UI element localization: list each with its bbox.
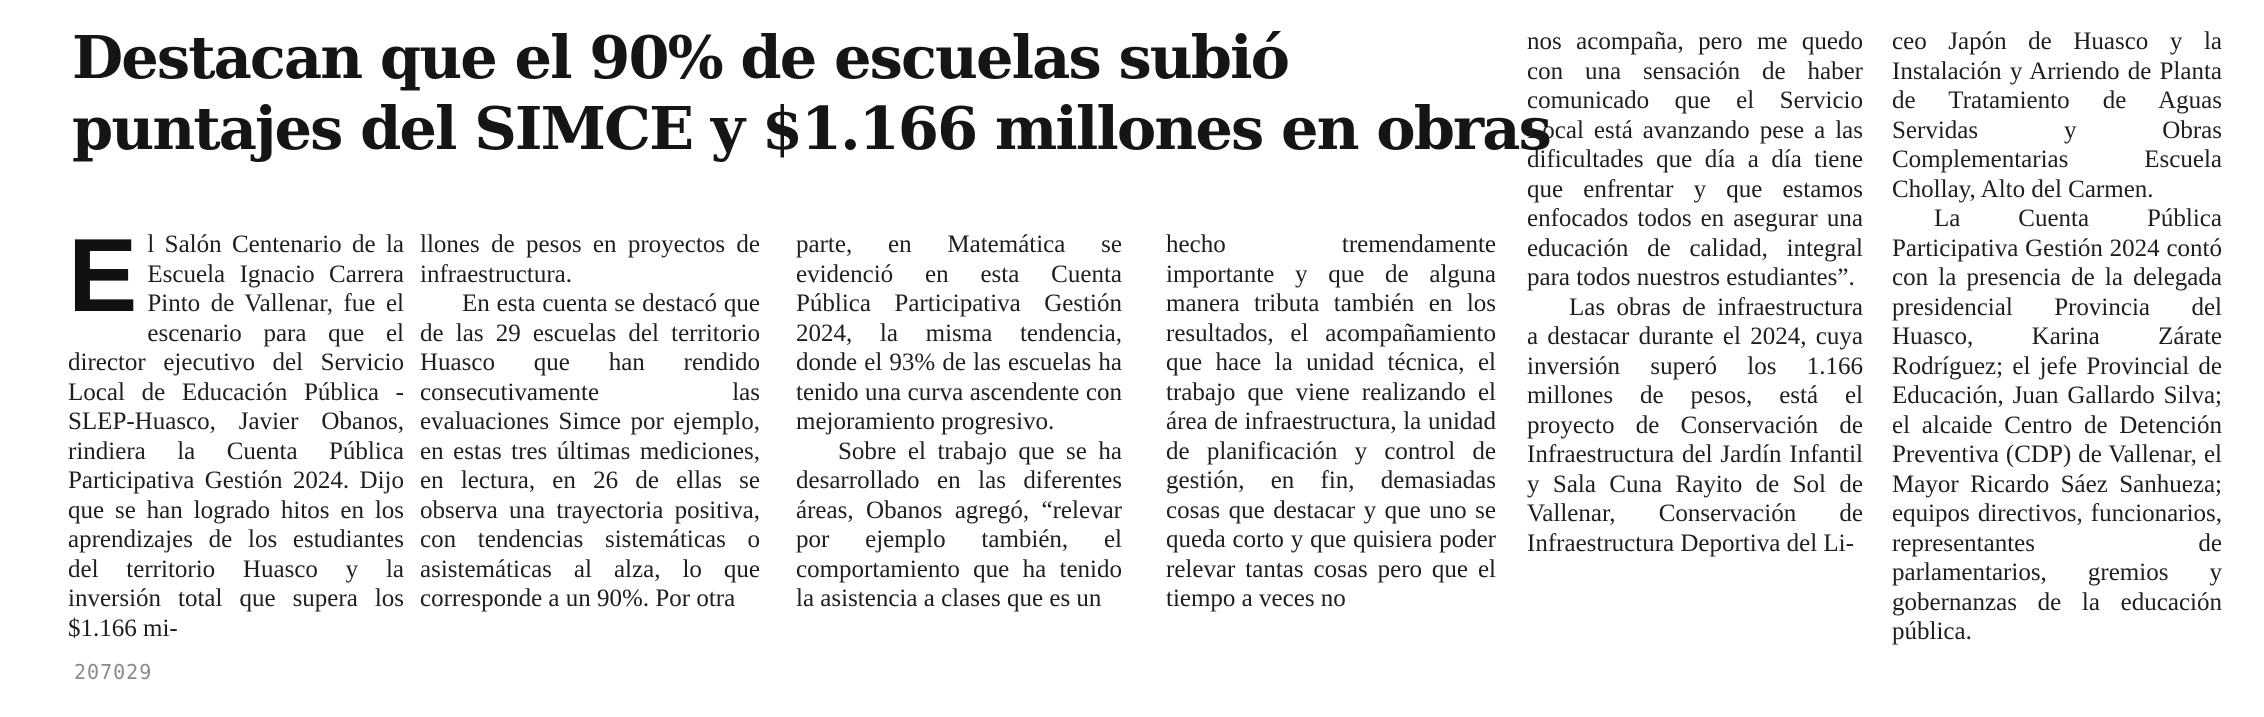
body-paragraph: llones de pesos en proyectos de infraestructura. <box>420 231 760 288</box>
body-paragraph: hecho tremendamente importante y que de alguna manera tributa también en los resultados, el acompañamiento que hace la unidad técnica, el trabajo que viene realizando el área de infraestructura, la unidad de planificación y control de gestión, en fin, demasiadas cosas que destacar y que uno se queda corto y que quisiera poder relevar tantas cosas pero que el tiempo a veces no <box>1166 231 1496 612</box>
body-paragraph: La Cuenta Pública Participativa Gestión 2024 contó con la presencia de la delegada presidencial Provincia del Huasco, Karina Zárate Rodríguez; el jefe Provincial de Educación, Juan Gallardo Silva; el alcaide Centro de Detención Preventiva (CDP) de Vallenar, el Mayor Ricardo Sáez Sanhueza; equipos directivos, funcionarios, representantes de parlamentarios, gremios y gobernanzas de la educación pública. <box>1892 205 2222 645</box>
body-paragraph: l Salón Centenario de la Escuela Ignacio Carrera Pinto de Vallenar, fue el escenario para que el director ejecutivo del Servicio Local de Educación Pública -SLEP-Huasco, Javier Obanos, rindiera la Cuenta Pública Participativa Gestión 2024. Dijo que se han logrado hitos en los aprendizajes de los estudiantes del territorio Huasco y la inversión total que supera los $1.166 mi- <box>68 231 404 642</box>
body-paragraph: nos acompaña, pero me quedo con una sensación de haber comunicado que el Servicio Local está avanzando pese a las dificultades que día a día tiene que enfrentar y que estamos enfocados todos en asegurar una educación de calidad, integral para todos nuestros estudiantes”. <box>1527 28 1863 291</box>
article-column-1 <box>68 218 404 643</box>
article-column-6 <box>1892 27 2222 647</box>
body-paragraph: ceo Japón de Huasco y la Instalación y Arriendo de Planta de Tratamiento de Aguas Servidas y Obras Complementarias Escuela Chollay, Alto del Carmen. <box>1892 28 2222 203</box>
body-paragraph: En esta cuenta se destacó que de las 29 escuelas del territorio Huasco que han rendido consecutivamente las evaluaciones Simce por ejemplo, en estas tres últimas mediciones, en lectura, en 26 de ellas se observa una trayectoria positiva, con tendencias sistemáticas o asistemáticas al alza, lo que corresponde a un 90%. Por otra <box>420 290 760 612</box>
headline-line: puntajes del SIMCE y $1.166 millones en obras <box>72 94 1550 163</box>
headline-line: Destacan que el 90% de escuelas subió <box>72 23 1289 92</box>
article-headline <box>72 22 1550 164</box>
body-paragraph: Sobre el trabajo que se ha desarrollado en las diferentes áreas, Obanos agregó, “relevar por ejemplo también, el comportamiento que ha tenido la asistencia a clases que es un <box>796 437 1122 612</box>
article-column-3 <box>796 230 1122 614</box>
article-column-4 <box>1166 230 1496 614</box>
drop-cap: E <box>68 218 138 334</box>
clipping-id-stamp: 207029 <box>74 660 153 684</box>
body-paragraph: Las obras de infraestructura a destacar durante el 2024, cuya inversión superó los 1.166 millones de pesos, está el proyecto de Conservación de Infraestructura del Jardín Infantil y Sala Cuna Rayito de Sol de Vallenar, Conservación de Infraestructura Deportiva del Li- <box>1527 293 1863 557</box>
body-paragraph: parte, en Matemática se evidenció en esta Cuenta Pública Participativa Gestión 2024, la misma tendencia, donde el 93% de las escuelas ha tenido una curva ascendente con mejoramiento progresivo. <box>796 231 1122 435</box>
article-column-5 <box>1527 27 1863 558</box>
article-column-2 <box>420 230 760 614</box>
